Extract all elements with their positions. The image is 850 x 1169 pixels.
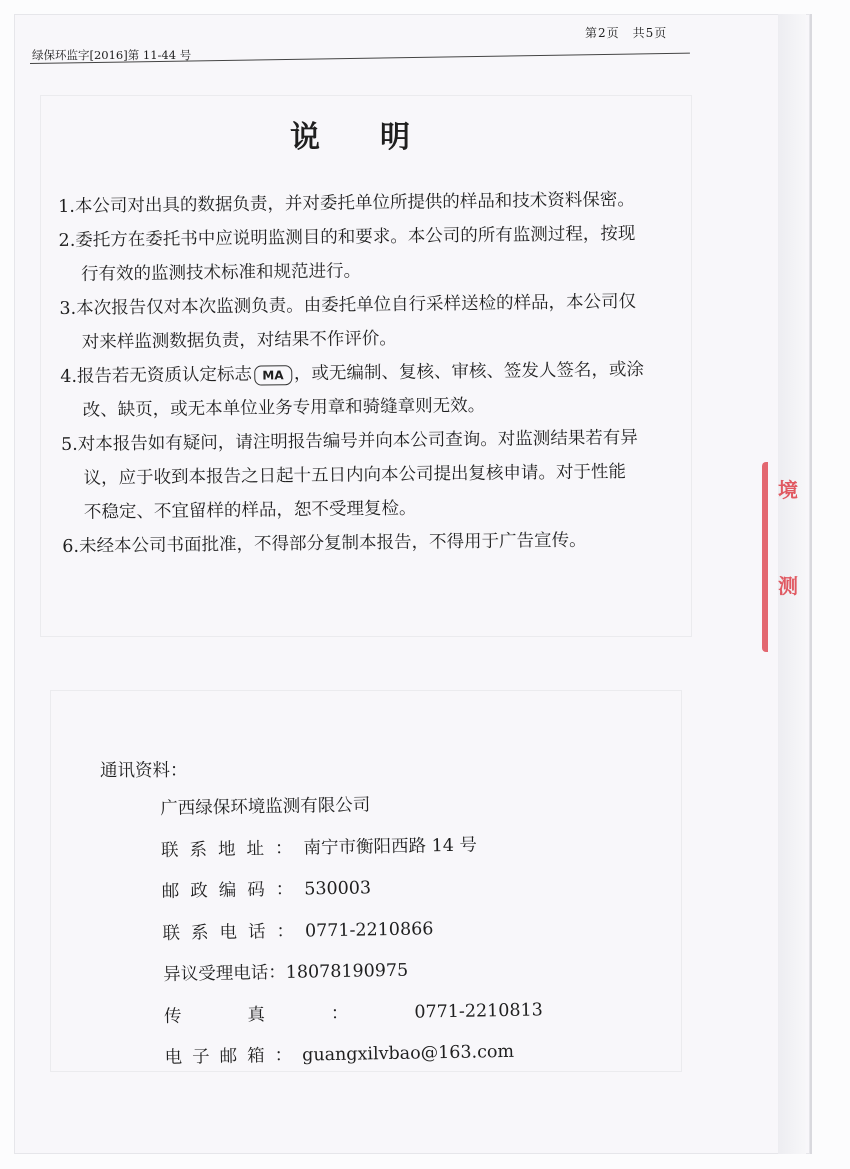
page-indicator: 第2页 共5页 (585, 26, 668, 40)
note-text: 3.本次报告仅对本次监测负责。由委托单位自行采样送检的样品，本公司仅 (59, 291, 637, 319)
postcode-row (161, 865, 541, 913)
note-continuation: 行有效的监测技术标准和规范进行。 (80, 261, 362, 285)
contact-heading: 通讯资料： (100, 761, 188, 781)
fax-label: 传真： (163, 1002, 415, 1027)
phone-label: 联系电话： (162, 920, 306, 944)
objection-phone-label: 异议受理电话： (163, 962, 286, 985)
contact-info (160, 782, 544, 1079)
address-value: 南宁市衡阳西路 14 号 (303, 834, 478, 859)
note-continuation: 议，应于收到本报告之日起十五日内向本公司提出复核申请。对于性能 (83, 462, 627, 489)
notes-list (58, 182, 713, 564)
note-text: 2.委托方在委托书中应说明监测目的和要求。本公司的所有监测过程，按现 (58, 223, 636, 251)
note-continuation: 不稳定、不宜留样的样品，恕不受理复检。 (83, 498, 417, 523)
note-continuation: 对来样监测数据负责，对结果不作评价。 (81, 328, 397, 353)
page-title: 说明 (290, 120, 470, 155)
note-item (60, 352, 711, 428)
address-row (161, 824, 541, 872)
note-text: 5.对本报告如有疑问，请注明报告编号并向本公司查询。对监测结果若有异 (60, 427, 638, 455)
note-text: 4.报告若无资质认定标志 (60, 364, 253, 387)
email-row (164, 1031, 544, 1079)
postcode-value: 530003 (304, 878, 372, 900)
red-seal-fragment (762, 462, 808, 652)
note-continuation: 改、缺页，或无本单位业务专用章和骑缝章则无效。 (82, 395, 486, 421)
note-text: 1.本公司对出具的数据负责，并对委托单位所提供的样品和技术资料保密。 (58, 189, 635, 217)
phone-value: 0771-2210866 (304, 918, 434, 941)
note-text: 6.未经本公司书面批准，不得部分复制本报告，不得用于广告宣传。 (62, 530, 587, 557)
objection-phone-value: 18078190975 (285, 960, 409, 983)
cma-certification-icon: MA (254, 365, 292, 385)
note-item (58, 216, 709, 292)
postcode-label: 邮政编码： (161, 879, 305, 902)
fax-row (164, 990, 544, 1038)
note-text: ，或无编制、复核、审核、签发人签名，或涂 (293, 359, 645, 385)
note-item (59, 284, 710, 360)
objection-phone-row (163, 948, 543, 996)
report-number: 绿保环监字[2016]第 11-44 号 (32, 48, 192, 62)
seal-char-top: 境 (778, 478, 798, 502)
phone-row (162, 907, 542, 955)
seal-char-bottom: 测 (778, 574, 798, 598)
company-name: 广西绿保环境监测有限公司 (160, 795, 371, 819)
email-label: 电子邮箱： (164, 1045, 303, 1068)
address-label: 联系地址： (160, 838, 304, 861)
note-item (61, 420, 712, 530)
email-value: guangxilvbao@163.com (301, 1041, 515, 1066)
fax-value: 0771-2210813 (414, 999, 543, 1023)
